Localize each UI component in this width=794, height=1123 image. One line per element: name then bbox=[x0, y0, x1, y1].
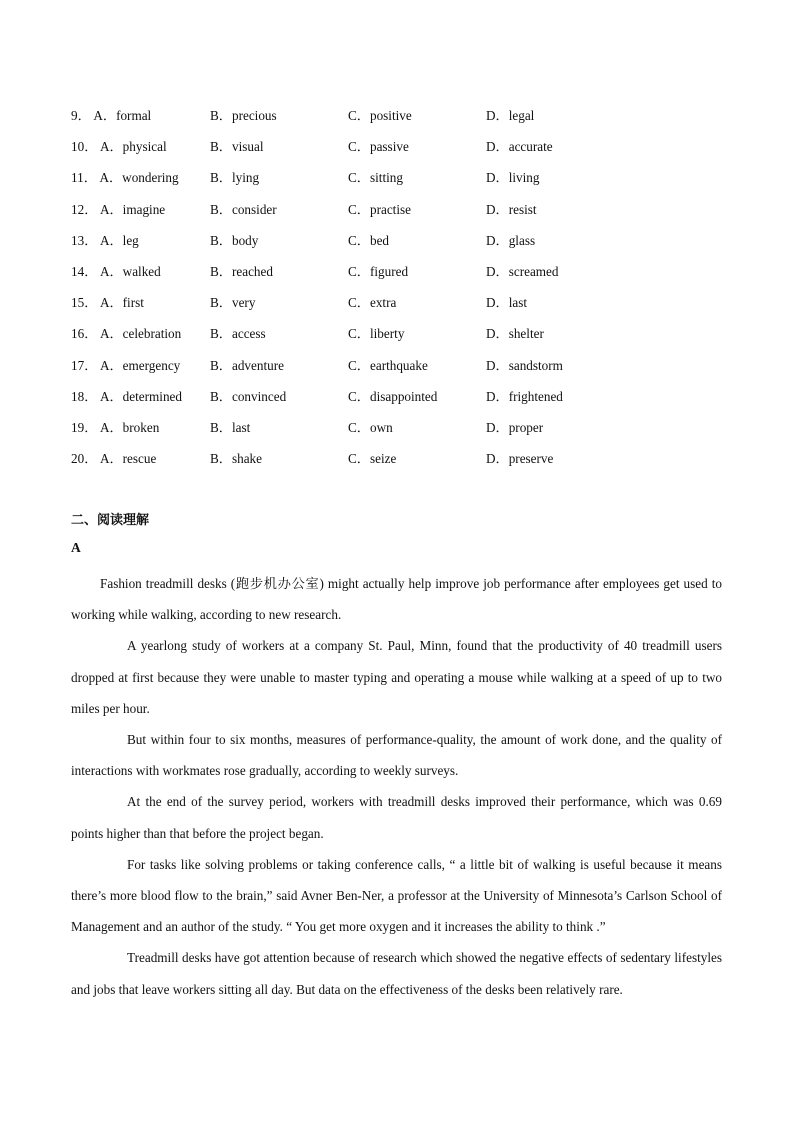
option-b: B．last bbox=[210, 419, 251, 435]
option-row bbox=[71, 290, 721, 321]
paragraph: But within four to six months, measures of performance-quality, the amount of work done, and the quality of interactions with workmates rose gradually, according to weekly surveys. bbox=[71, 732, 722, 779]
paragraph: A yearlong study of workers at a company St. Paul, Minn, found that the productivity of 40 treadmill users dropped at first because they were unable to master typing and operating a mouse while walking at a speed of up to two miles per hour. bbox=[71, 638, 722, 716]
option-c: C．liberty bbox=[348, 326, 405, 342]
option-b: B．convinced bbox=[210, 388, 287, 404]
option-d: D．frightened bbox=[486, 388, 563, 404]
option-c: C．disappointed bbox=[348, 388, 438, 404]
option-b: B．access bbox=[210, 326, 266, 342]
option-row bbox=[71, 415, 721, 446]
option-c: C．sitting bbox=[348, 170, 403, 186]
option-row bbox=[71, 321, 721, 352]
option-row bbox=[71, 197, 721, 228]
option-c: C．figured bbox=[348, 263, 409, 279]
option-a: 12． A．imagine bbox=[71, 201, 166, 217]
option-a: 15． A．first bbox=[71, 295, 144, 311]
option-c: C．positive bbox=[348, 108, 412, 123]
option-a: 14． A．walked bbox=[71, 263, 161, 279]
option-row bbox=[71, 384, 721, 415]
option-d: D．living bbox=[486, 170, 540, 186]
paragraph: Treadmill desks have got attention because of research which showed the negative effects of sedentary lifestyles and jobs that leave workers sitting all day. But data on the effectiveness of the desks been relatively rare. bbox=[71, 950, 722, 997]
option-d: D．legal bbox=[486, 108, 535, 123]
passage-body bbox=[71, 568, 722, 1005]
option-a: 18． A．determined bbox=[71, 388, 182, 404]
option-d: D．preserve bbox=[486, 451, 554, 467]
option-d: D．proper bbox=[486, 419, 544, 435]
options-table bbox=[71, 103, 721, 477]
option-row bbox=[71, 446, 721, 477]
option-c: C．seize bbox=[348, 451, 397, 467]
option-row bbox=[71, 353, 721, 384]
option-b: B．adventure bbox=[210, 357, 284, 373]
option-d: D．screamed bbox=[486, 263, 559, 279]
option-b: B．body bbox=[210, 232, 259, 248]
option-b: B．very bbox=[210, 295, 256, 311]
option-a: 13． A．leg bbox=[71, 232, 139, 248]
option-a: 9． A．formal bbox=[71, 108, 152, 123]
option-row bbox=[71, 228, 721, 259]
option-row bbox=[71, 165, 721, 196]
option-c: C．bed bbox=[348, 232, 390, 248]
option-d: D．shelter bbox=[486, 326, 544, 342]
option-a: 16． A．celebration bbox=[71, 326, 182, 342]
option-row bbox=[71, 259, 721, 290]
option-b: B．reached bbox=[210, 263, 273, 279]
option-a: 10． A．physical bbox=[71, 139, 167, 155]
option-a: 19． A．broken bbox=[71, 419, 160, 435]
option-b: B．lying bbox=[210, 170, 260, 186]
option-c: C．extra bbox=[348, 295, 397, 311]
option-c: C．own bbox=[348, 419, 393, 435]
option-c: C．passive bbox=[348, 139, 409, 155]
option-row bbox=[71, 134, 721, 165]
option-d: D．sandstorm bbox=[486, 357, 563, 373]
option-b: B．consider bbox=[210, 201, 277, 217]
paragraph: At the end of the survey period, workers with treadmill desks improved their performance, which was 0.69 points higher than that before the project began. bbox=[71, 794, 722, 841]
paragraph: Fashion treadmill desks (跑步机办公室) might actually help improve job performance after employees get used to working while walking, according to new research. bbox=[71, 576, 722, 623]
option-a: 20． A．rescue bbox=[71, 451, 157, 467]
option-a: 17． A．emergency bbox=[71, 357, 181, 373]
passage-label: A bbox=[71, 540, 81, 555]
option-c: C．practise bbox=[348, 201, 411, 217]
option-a: 11． A．wondering bbox=[71, 170, 179, 186]
option-b: B．visual bbox=[210, 139, 264, 155]
option-d: D．glass bbox=[486, 232, 536, 248]
section-title: 二、阅读理解 bbox=[71, 513, 150, 528]
option-b: B．shake bbox=[210, 451, 263, 467]
option-b: B．precious bbox=[210, 108, 277, 123]
option-d: D．accurate bbox=[486, 139, 553, 155]
option-d: D．resist bbox=[486, 201, 537, 217]
option-row bbox=[71, 103, 721, 134]
option-d: D．last bbox=[486, 295, 528, 311]
option-c: C．earthquake bbox=[348, 357, 428, 373]
paragraph: For tasks like solving problems or taking conference calls, “ a little bit of walking is useful because it means there’s more blood flow to the brain,” said Avner Ben-Ner, a professor at the University of Minnesota’s Carlson School of Management and an author of the study. “ You get more oxygen and it increases the ability to think .” bbox=[71, 856, 722, 935]
